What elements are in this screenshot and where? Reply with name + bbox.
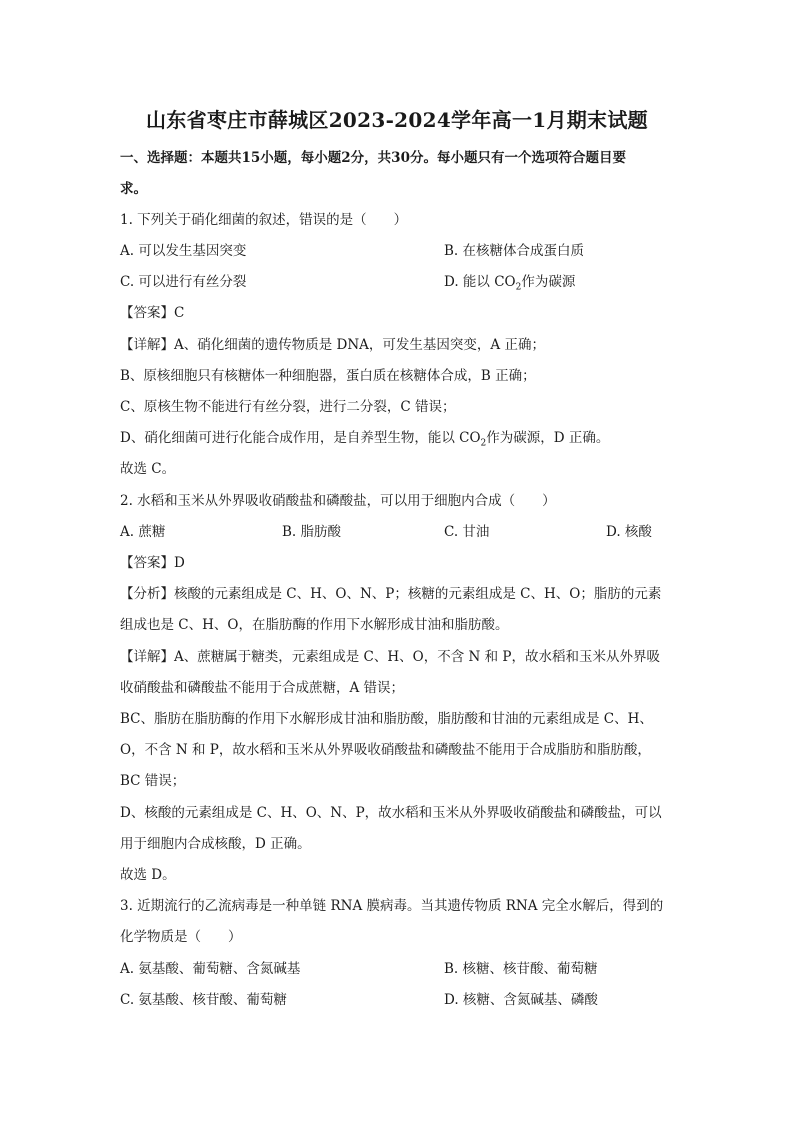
q1-option-d (444, 270, 575, 293)
q2-explanation-l1: 【详解】A、蔗糖属于糖类，元素组成是 C、H、O，不含 N 和 P，故水稻和玉米从外界吸 (120, 649, 660, 665)
q3-option-b: B. 核糖、核苷酸、葡萄糖 (444, 961, 598, 977)
q1-option-d-sub: 2 (515, 282, 522, 293)
q2-conclusion: 故选 D。 (120, 867, 176, 883)
q2-stem: 2. 水稻和玉米从外界吸收硝酸盐和磷酸盐，可以用于细胞内合成（ ） (120, 493, 556, 509)
section-header-line1: 一、选择题：本题共15小题，每小题2分，共30分。每小题只有一个选项符合题目要 (120, 150, 626, 166)
q3-option-a: A. 氨基酸、葡萄糖、含氮碱基 (120, 961, 301, 977)
q2-answer: 【答案】D (120, 555, 185, 571)
q1-option-c: C. 可以进行有丝分裂 (120, 274, 247, 290)
q2-option-d: D. 核酸 (606, 524, 652, 540)
q3-option-d: D. 核糖、含氮碱基、磷酸 (444, 992, 598, 1008)
q1-option-d-suffix: 作为碳源 (521, 274, 576, 290)
q1-explanation-l2: B、原核细胞只有核糖体一种细胞器，蛋白质在核糖体合成，B 正确； (120, 368, 536, 384)
q1-explanation-l4-sub: 2 (480, 438, 487, 449)
q2-analysis-l1: 【分析】核酸的元素组成是 C、H、O、N、P；核糖的元素组成是 C、H、O；脂肪的元素 (120, 586, 662, 602)
page-title: 山东省枣庄市薛城区2023-2024学年高一1月期末试题 (146, 108, 648, 132)
q2-explanation-l5: BC 错误； (120, 773, 186, 789)
q1-stem: 1. 下列关于硝化细菌的叙述，错误的是（ ） (120, 212, 408, 228)
q3-stem-l1: 3. 近期流行的乙流病毒是一种单链 RNA 膜病毒。当其遗传物质 RNA 完全水解后，得到的 (120, 898, 664, 914)
q1-explanation-l3: C、原核生物不能进行有丝分裂，进行二分裂，C 错误； (120, 399, 456, 415)
q1-explanation-l4 (120, 426, 609, 449)
q2-explanation-l6: D、核酸的元素组成是 C、H、O、N、P，故水稻和玉米从外界吸收硝酸盐和磷酸盐，可以 (120, 805, 662, 821)
q3-option-c: C. 氨基酸、核苷酸、葡萄糖 (120, 992, 287, 1008)
q1-option-a: A. 可以发生基因突变 (120, 243, 247, 259)
q1-explanation-l4-suffix: 作为碳源，D 正确。 (486, 430, 610, 446)
section-header-line2: 求。 (120, 181, 147, 197)
q2-explanation-l2: 收硝酸盐和磷酸盐不能用于合成蔗糖，A 错误； (120, 680, 405, 696)
q1-option-d-prefix: D. 能以 CO (444, 274, 516, 290)
q1-option-b: B. 在核糖体合成蛋白质 (444, 243, 585, 259)
q2-explanation-l3: BC、脂肪在脂肪酶的作用下水解形成甘油和脂肪酸，脂肪酸和甘油的元素组成是 C、H、 (120, 711, 653, 727)
q2-explanation-l4: O，不含 N 和 P，故水稻和玉米从外界吸收硝酸盐和磷酸盐不能用于合成脂肪和脂肪酸， (120, 742, 651, 758)
q2-explanation-l7: 用于细胞内合成核酸，D 正确。 (120, 836, 311, 852)
q3-stem-l2: 化学物质是（ ） (120, 929, 242, 945)
q2-option-c: C. 甘油 (444, 524, 490, 540)
q1-conclusion: 故选 C。 (120, 461, 176, 477)
q2-analysis-l2: 组成也是 C、H、O，在脂肪酶的作用下水解形成甘油和脂肪酸。 (120, 617, 509, 633)
q1-explanation-l1: 【详解】A、硝化细菌的遗传物质是 DNA，可发生基因突变，A 正确； (120, 337, 545, 353)
q2-option-a: A. 蔗糖 (120, 524, 166, 540)
q1-answer: 【答案】C (120, 305, 185, 321)
q1-explanation-l4-prefix: D、硝化细菌可进行化能合成作用，是自养型生物，能以 CO (120, 430, 481, 446)
q2-option-b: B. 脂肪酸 (282, 524, 342, 540)
